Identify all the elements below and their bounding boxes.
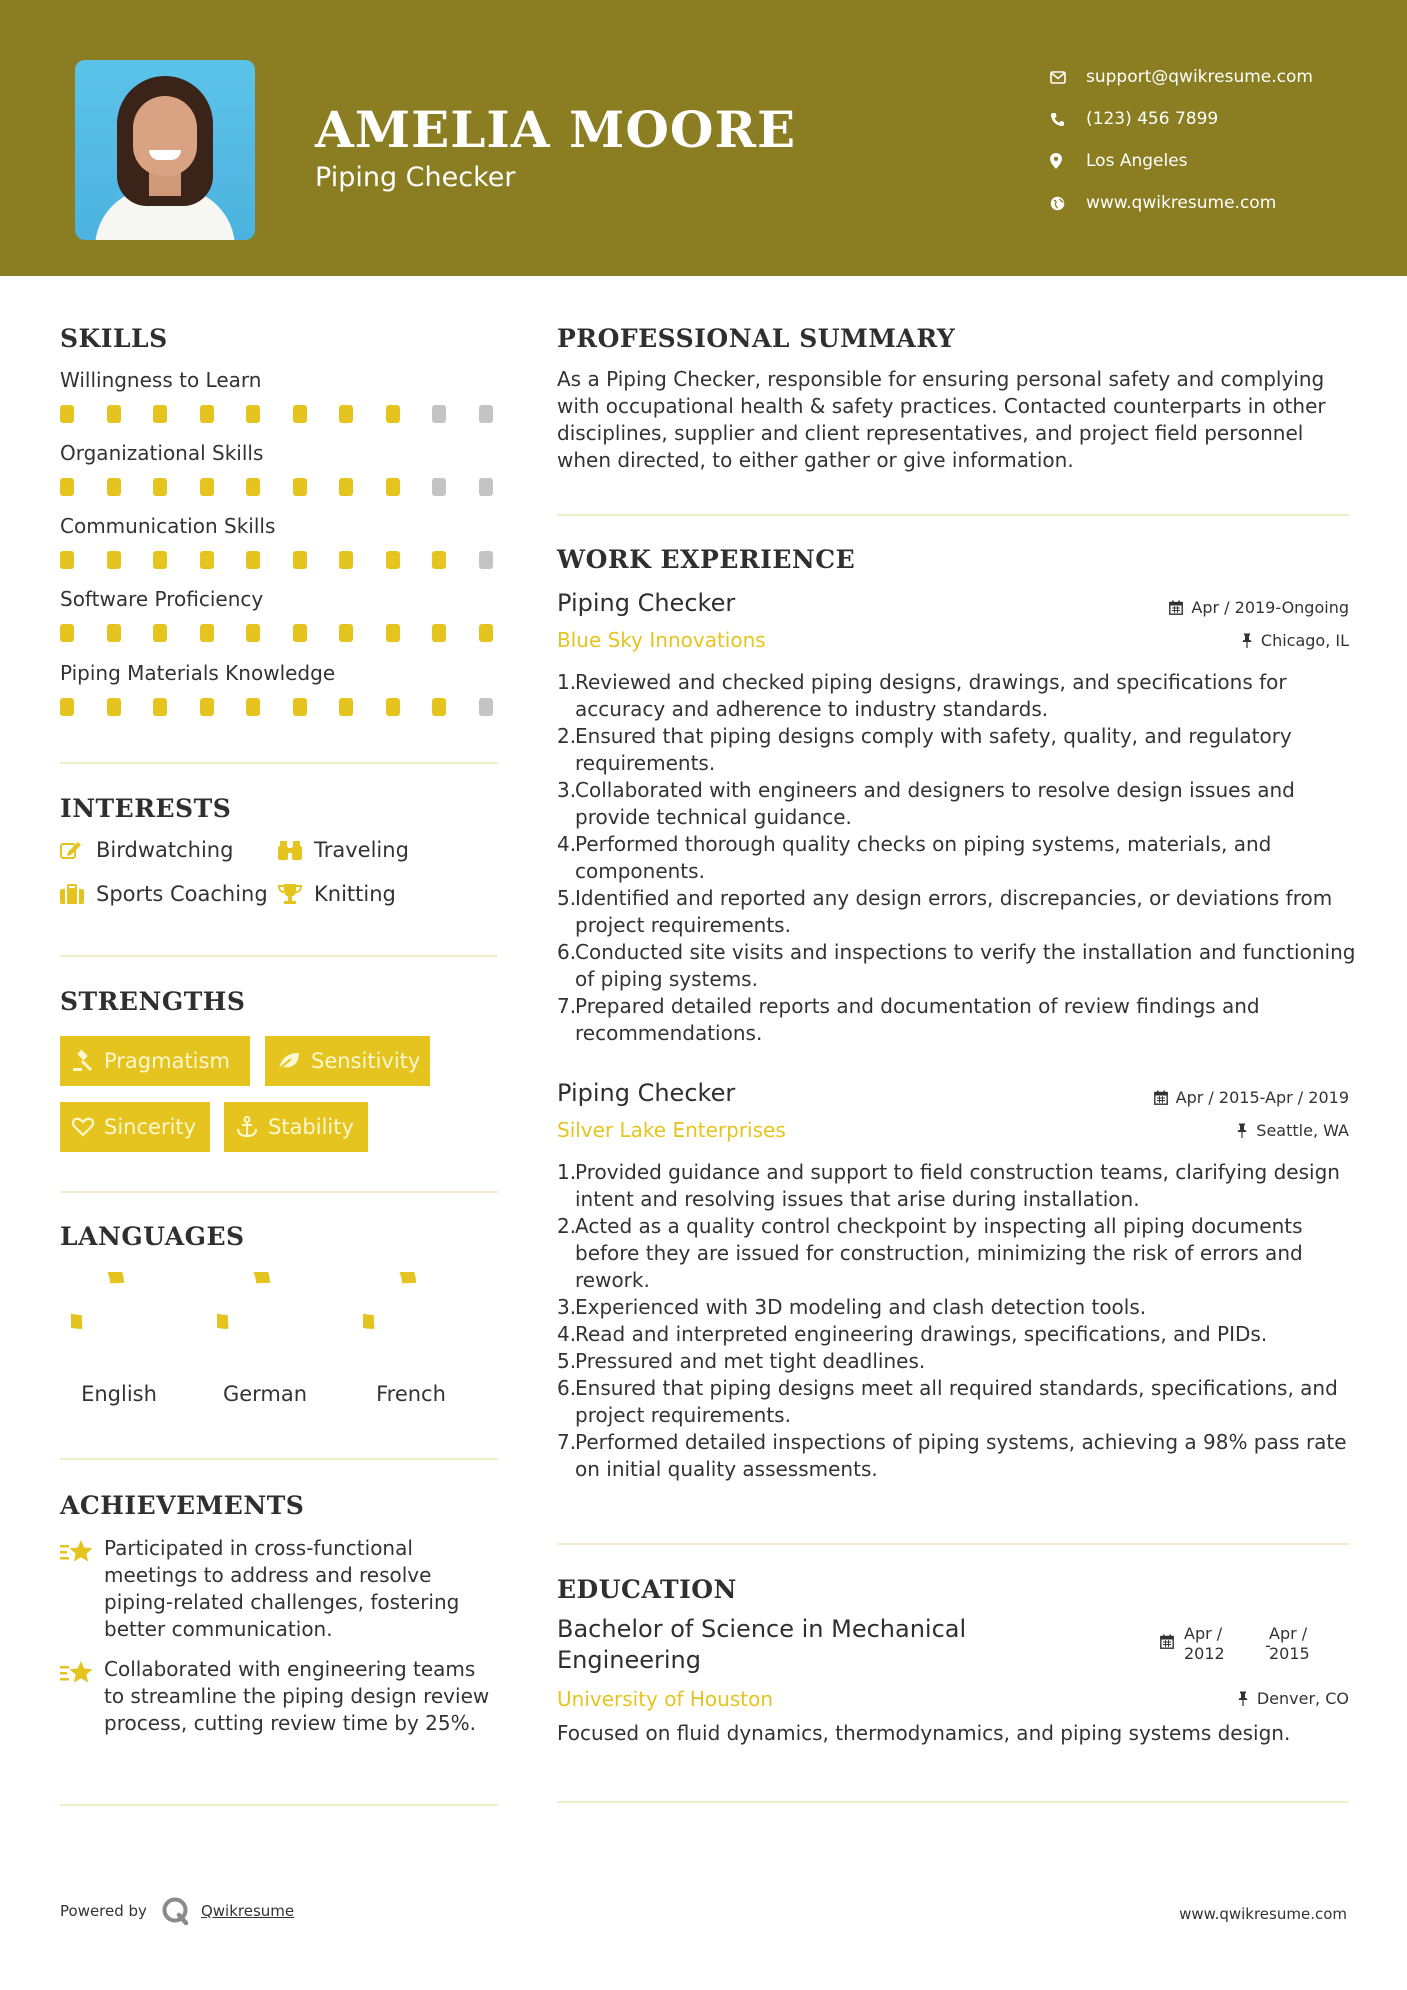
achievements-heading: ACHIEVEMENTS bbox=[60, 1491, 305, 1520]
language-level-arc bbox=[71, 1272, 117, 1322]
pencil-square-icon bbox=[60, 840, 96, 860]
skill-dot-filled bbox=[293, 478, 307, 496]
language-name: German bbox=[222, 1382, 308, 1406]
phone-icon bbox=[1050, 112, 1086, 127]
pushpin-icon bbox=[1241, 633, 1253, 648]
skill-dot-filled bbox=[153, 698, 167, 716]
strength-tag bbox=[265, 1036, 430, 1086]
star-rating-icon bbox=[60, 1656, 104, 1737]
duty-item: 6. Ensured that piping designs meet all required standards, specifications, and project requirements. bbox=[557, 1375, 1357, 1429]
skill-dot-empty bbox=[479, 698, 493, 716]
section-divider bbox=[557, 1543, 1349, 1545]
contact-website-text: www.qwikresume.com bbox=[1086, 193, 1277, 213]
footer-website[interactable]: www.qwikresume.com bbox=[1179, 1905, 1347, 1923]
skill-dot-empty bbox=[479, 405, 493, 423]
mail-icon bbox=[1050, 71, 1086, 84]
contact-email[interactable] bbox=[1050, 56, 1380, 98]
skill-dot-filled bbox=[107, 551, 121, 569]
globe-icon bbox=[1050, 196, 1086, 211]
duty-text: Ensured that piping designs comply with safety, quality, and regulatory requirements. bbox=[575, 724, 1292, 775]
language-level-ring bbox=[363, 1272, 459, 1368]
skill-dot-filled bbox=[200, 405, 214, 423]
skill-name: Organizational Skills bbox=[60, 441, 264, 465]
skill-dot-filled bbox=[153, 624, 167, 642]
duty-text: Ensured that piping designs meet all required standards, specifications, and project requirements. bbox=[575, 1376, 1338, 1427]
section-divider bbox=[557, 514, 1349, 516]
education-start-date: Apr / 2012 bbox=[1184, 1624, 1225, 1663]
strength-label: Pragmatism bbox=[104, 1049, 230, 1073]
education-date-dash: - bbox=[1265, 1636, 1271, 1655]
strength-label: Sensitivity bbox=[311, 1049, 421, 1073]
skill-dot-filled bbox=[386, 478, 400, 496]
skill-dot-filled bbox=[246, 405, 260, 423]
interest-label: Sports Coaching bbox=[96, 882, 268, 906]
skill-dot-filled bbox=[153, 478, 167, 496]
skill-name: Willingness to Learn bbox=[60, 368, 262, 392]
calendar-icon bbox=[1154, 1090, 1168, 1105]
skill-dot-filled bbox=[339, 624, 353, 642]
skill-dot-filled bbox=[386, 551, 400, 569]
skill-dot-filled bbox=[200, 698, 214, 716]
qwikresume-link[interactable]: Qwikresume bbox=[200, 1902, 295, 1920]
summary-text: As a Piping Checker, responsible for ensuring personal safety and complying with occupational health & safety practices. Contacted counterparts in other disciplines, supplier and client representatives, and project field personnel when directed, to either gather or give information. bbox=[557, 367, 1326, 472]
language-name: French bbox=[376, 1382, 446, 1406]
interest-item bbox=[278, 882, 396, 906]
interest-label: Traveling bbox=[314, 838, 409, 862]
section-divider bbox=[60, 1191, 498, 1193]
skill-dot-filled bbox=[60, 405, 74, 423]
skill-dot-filled bbox=[339, 551, 353, 569]
location-pin-icon bbox=[1050, 153, 1086, 169]
skill-dot-empty bbox=[432, 478, 446, 496]
candidate-role: Piping Checker bbox=[315, 162, 516, 193]
skill-dot-filled bbox=[200, 478, 214, 496]
language-level-arc bbox=[363, 1272, 409, 1322]
skills-heading: SKILLS bbox=[60, 324, 168, 353]
languages-heading: LANGUAGES bbox=[60, 1222, 245, 1251]
skill-dot-filled bbox=[153, 405, 167, 423]
duty-text: Performed thorough quality checks on piping systems, materials, and components. bbox=[575, 832, 1272, 883]
skill-dot-filled bbox=[386, 698, 400, 716]
calendar-icon bbox=[1160, 1634, 1174, 1654]
duty-item: 3. Experienced with 3D modeling and clash detection tools. bbox=[557, 1295, 1147, 1319]
skill-dot-filled bbox=[339, 405, 353, 423]
job-company: Silver Lake Enterprises bbox=[557, 1118, 786, 1142]
footer-powered-by bbox=[60, 1896, 294, 1926]
star-rating-icon bbox=[60, 1535, 104, 1643]
duty-text: Provided guidance and support to field construction teams, clarifying design intent and resolving issues that arise during installation. bbox=[575, 1160, 1340, 1211]
job-date-text: Apr / 2015-Apr / 2019 bbox=[1175, 1088, 1349, 1107]
strength-tag bbox=[60, 1102, 210, 1152]
heart-icon bbox=[72, 1117, 94, 1137]
skill-dot-filled bbox=[60, 698, 74, 716]
profile-photo bbox=[75, 60, 255, 240]
skill-dot-filled bbox=[246, 698, 260, 716]
skill-dot-filled bbox=[107, 624, 121, 642]
contact-list bbox=[1050, 56, 1380, 224]
section-divider bbox=[557, 1801, 1349, 1803]
achievement-text: Participated in cross-functional meetings to address and resolve piping-related challenges, fostering better communication. bbox=[104, 1536, 460, 1641]
briefcase-icon bbox=[60, 884, 96, 904]
skill-dot-filled bbox=[200, 551, 214, 569]
duty-text: Pressured and met tight deadlines. bbox=[575, 1349, 926, 1373]
duty-item: 4. Performed thorough quality checks on piping systems, materials, and components. bbox=[557, 831, 1357, 885]
duty-text: Acted as a quality control checkpoint by inspecting all piping documents before they are issued for construction, minimizing the risk of errors and rework. bbox=[575, 1214, 1303, 1292]
skill-rating bbox=[60, 624, 500, 642]
duty-item: 7. Prepared detailed reports and documentation of review findings and recommendations. bbox=[557, 993, 1357, 1047]
duty-text: Reviewed and checked piping designs, drawings, and specifications for accuracy and adherence to industry standards. bbox=[575, 670, 1287, 721]
duty-item: 5. Pressured and met tight deadlines. bbox=[557, 1349, 926, 1373]
skill-dot-filled bbox=[200, 624, 214, 642]
skill-dot-filled bbox=[432, 698, 446, 716]
interest-item bbox=[60, 882, 268, 906]
skill-dot-empty bbox=[479, 478, 493, 496]
job-date bbox=[1169, 598, 1349, 617]
interest-item bbox=[278, 838, 409, 862]
skill-dot-filled bbox=[107, 478, 121, 496]
skill-dot-filled bbox=[107, 405, 121, 423]
skill-rating bbox=[60, 698, 500, 716]
experience-heading: WORK EXPERIENCE bbox=[557, 545, 856, 574]
skill-dot-filled bbox=[60, 478, 74, 496]
job-title: Piping Checker bbox=[557, 589, 736, 617]
language-item bbox=[54, 1272, 184, 1406]
language-level-ring bbox=[217, 1272, 313, 1368]
contact-location bbox=[1050, 140, 1380, 182]
summary-heading: PROFESSIONAL SUMMARY bbox=[557, 324, 956, 353]
skill-dot-filled bbox=[153, 551, 167, 569]
job-location bbox=[1241, 631, 1349, 650]
duty-text: Experienced with 3D modeling and clash detection tools. bbox=[575, 1295, 1147, 1319]
candidate-name: AMELIA MOORE bbox=[315, 100, 797, 159]
education-degree: Bachelor of Science in Mechanical Engineering bbox=[557, 1615, 967, 1674]
duty-text: Read and interpreted engineering drawings, specifications, and PIDs. bbox=[575, 1322, 1268, 1346]
duty-item: 2. Acted as a quality control checkpoint by inspecting all piping documents before they are issued for construction, minimizing the risk of errors and rework. bbox=[557, 1213, 1357, 1294]
language-level-ring bbox=[71, 1272, 167, 1368]
skill-dot-filled bbox=[293, 698, 307, 716]
duty-item: 7. Performed detailed inspections of piping systems, achieving a 98% pass rate on initial quality assessments. bbox=[557, 1429, 1357, 1483]
section-divider bbox=[60, 955, 498, 957]
education-end-date: Apr / 2015 bbox=[1269, 1624, 1310, 1663]
qwikresume-logo-icon bbox=[161, 1896, 191, 1926]
contact-email-text: support@qwikresume.com bbox=[1086, 67, 1313, 87]
skill-rating bbox=[60, 405, 500, 423]
leaf-icon bbox=[277, 1051, 301, 1071]
job-date bbox=[1154, 1088, 1349, 1107]
skill-dot-empty bbox=[479, 551, 493, 569]
gavel-icon bbox=[72, 1050, 94, 1072]
contact-phone[interactable] bbox=[1050, 98, 1380, 140]
pushpin-icon bbox=[1237, 1691, 1249, 1706]
strength-label: Stability bbox=[268, 1115, 354, 1139]
job-company: Blue Sky Innovations bbox=[557, 628, 766, 652]
language-item bbox=[346, 1272, 476, 1406]
language-item bbox=[200, 1272, 330, 1406]
achievement-item bbox=[60, 1535, 500, 1643]
skill-dot-filled bbox=[246, 624, 260, 642]
duty-text: Performed detailed inspections of piping systems, achieving a 98% pass rate on initial quality assessments. bbox=[575, 1430, 1347, 1481]
interest-label: Birdwatching bbox=[96, 838, 234, 862]
duty-text: Conducted site visits and inspections to verify the installation and functioning of piping systems. bbox=[575, 940, 1356, 991]
skill-rating bbox=[60, 478, 500, 496]
skill-dot-filled bbox=[246, 478, 260, 496]
section-divider bbox=[60, 762, 498, 764]
skill-dot-filled bbox=[60, 551, 74, 569]
skill-dot-filled bbox=[386, 405, 400, 423]
contact-location-text: Los Angeles bbox=[1086, 151, 1188, 171]
skill-dot-filled bbox=[293, 624, 307, 642]
binoculars-icon bbox=[278, 839, 314, 861]
interest-label: Knitting bbox=[314, 882, 396, 906]
job-location bbox=[1236, 1121, 1349, 1140]
skill-dot-empty bbox=[432, 405, 446, 423]
skill-dot-filled bbox=[293, 405, 307, 423]
duty-text: Identified and reported any design errors, discrepancies, or deviations from project requirements. bbox=[575, 886, 1333, 937]
duty-text: Prepared detailed reports and documentation of review findings and recommendations. bbox=[575, 994, 1260, 1045]
job-location-text: Chicago, IL bbox=[1260, 631, 1349, 650]
education-description: Focused on fluid dynamics, thermodynamics, and piping systems design. bbox=[557, 1721, 1291, 1745]
skill-name: Piping Materials Knowledge bbox=[60, 661, 336, 685]
trophy-icon bbox=[278, 883, 314, 905]
calendar-icon bbox=[1169, 600, 1183, 615]
duty-item: 3. Collaborated with engineers and designers to resolve design issues and provide technical guidance. bbox=[557, 777, 1357, 831]
job-duties-list bbox=[557, 669, 1357, 1047]
duty-item: 1. Reviewed and checked piping designs, drawings, and specifications for accuracy and adherence to industry standards. bbox=[557, 669, 1357, 723]
duty-text: Collaborated with engineers and designers to resolve design issues and provide technical guidance. bbox=[575, 778, 1295, 829]
education-school: University of Houston bbox=[557, 1687, 774, 1711]
anchor-icon bbox=[236, 1116, 258, 1138]
language-level-arc bbox=[217, 1272, 263, 1322]
contact-phone-text: (123) 456 7899 bbox=[1086, 109, 1219, 129]
section-divider bbox=[60, 1458, 498, 1460]
duty-item: 1. Provided guidance and support to field construction teams, clarifying design intent and resolving issues that arise during installation. bbox=[557, 1159, 1357, 1213]
skill-name: Communication Skills bbox=[60, 514, 276, 538]
job-date-text: Apr / 2019-Ongoing bbox=[1191, 598, 1349, 617]
skill-dot-filled bbox=[339, 478, 353, 496]
education-location-text: Denver, CO bbox=[1256, 1689, 1349, 1708]
achievement-item bbox=[60, 1656, 500, 1737]
duty-item: 2. Ensured that piping designs comply with safety, quality, and regulatory requirements. bbox=[557, 723, 1357, 777]
job-location-text: Seattle, WA bbox=[1256, 1121, 1349, 1140]
education-heading: EDUCATION bbox=[557, 1575, 737, 1604]
strength-label: Sincerity bbox=[104, 1115, 197, 1139]
achievement-text: Collaborated with engineering teams to streamline the piping design review process, cutting review time by 25%. bbox=[104, 1657, 490, 1735]
powered-by-text: Powered by bbox=[60, 1902, 147, 1920]
strengths-heading: STRENGTHS bbox=[60, 987, 246, 1016]
job-title: Piping Checker bbox=[557, 1079, 736, 1107]
skill-dot-filled bbox=[432, 624, 446, 642]
skill-dot-filled bbox=[479, 624, 493, 642]
education-location bbox=[1237, 1689, 1349, 1708]
duty-item: 5. Identified and reported any design errors, discrepancies, or deviations from project requirements. bbox=[557, 885, 1357, 939]
pushpin-icon bbox=[1236, 1123, 1248, 1138]
skill-dot-filled bbox=[432, 551, 446, 569]
skill-name: Software Proficiency bbox=[60, 587, 264, 611]
strength-tag bbox=[60, 1036, 250, 1086]
duty-item: 4. Read and interpreted engineering drawings, specifications, and PIDs. bbox=[557, 1322, 1268, 1346]
contact-website[interactable] bbox=[1050, 182, 1380, 224]
duty-item: 6. Conducted site visits and inspections to verify the installation and functioning of piping systems. bbox=[557, 940, 1356, 991]
skill-rating bbox=[60, 551, 500, 569]
skill-dot-filled bbox=[246, 551, 260, 569]
strength-tag bbox=[224, 1102, 368, 1152]
language-name: English bbox=[81, 1382, 157, 1406]
skill-dot-filled bbox=[386, 624, 400, 642]
resume-header bbox=[0, 0, 1407, 276]
skill-dot-filled bbox=[293, 551, 307, 569]
interests-heading: INTERESTS bbox=[60, 794, 232, 823]
skill-dot-filled bbox=[60, 624, 74, 642]
job-duties-list bbox=[557, 1159, 1357, 1483]
skill-dot-filled bbox=[107, 698, 121, 716]
skill-dot-filled bbox=[339, 698, 353, 716]
interest-item bbox=[60, 838, 233, 862]
section-divider bbox=[60, 1804, 498, 1806]
